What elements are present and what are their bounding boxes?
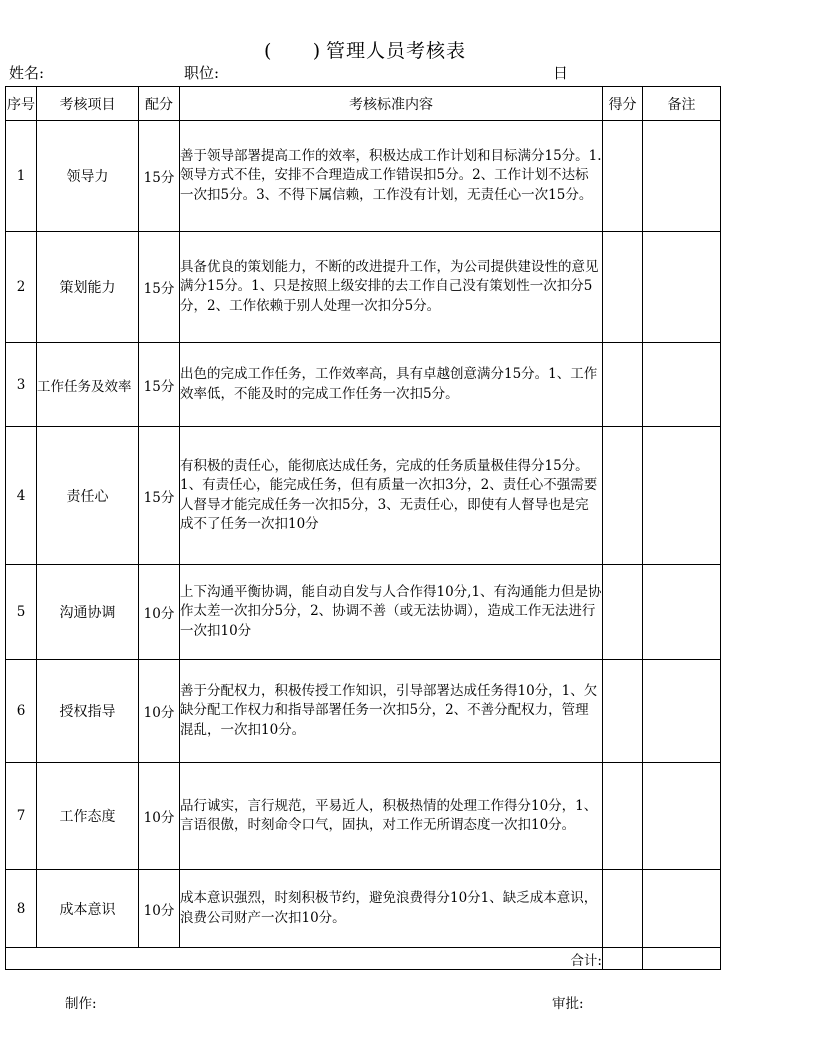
assessment-table (5, 86, 721, 970)
row-score: 15分 (139, 427, 180, 565)
row-points-cell[interactable] (603, 763, 643, 870)
total-points-cell[interactable] (603, 948, 643, 970)
row-criteria: 善于领导部署提高工作的效率，积极达成工作计划和目标满分15分。1.领导方式不佳，安排不合理造成工作错误扣5分。2、工作计划不达标一次扣5分。3、不得下属信赖，工作没有计划，无责任心一次15分。 (180, 121, 603, 232)
row-item: 成本意识 (37, 870, 139, 948)
row-points-cell[interactable] (603, 565, 643, 660)
row-no: 4 (6, 427, 37, 565)
made-by-label: 制作: (65, 996, 97, 1012)
row-criteria: 成本意识强烈，时刻积极节约，避免浪费得分10分1、缺乏成本意识，浪费公司财产一次扣10分。 (180, 870, 603, 948)
row-remarks-cell[interactable] (643, 343, 721, 427)
col-header-score: 配分 (139, 87, 180, 121)
table-row (6, 660, 721, 763)
col-header-points: 得分 (603, 87, 643, 121)
table-row (6, 232, 721, 343)
row-item: 策划能力 (37, 232, 139, 343)
row-no: 3 (6, 343, 37, 427)
row-score: 10分 (139, 660, 180, 763)
table-row (6, 565, 721, 660)
row-remarks-cell[interactable] (643, 763, 721, 870)
row-score: 15分 (139, 343, 180, 427)
page-title (0, 36, 730, 63)
total-remarks-cell[interactable] (643, 948, 721, 970)
row-remarks-cell[interactable] (643, 121, 721, 232)
table-header-row (6, 87, 721, 121)
row-no: 2 (6, 232, 37, 343)
row-points-cell[interactable] (603, 870, 643, 948)
row-remarks-cell[interactable] (643, 660, 721, 763)
row-item: 工作态度 (37, 763, 139, 870)
row-remarks-cell[interactable] (643, 427, 721, 565)
title-open-paren: ( (263, 40, 273, 62)
row-item: 授权指导 (37, 660, 139, 763)
total-label: 合计: (6, 948, 603, 970)
approved-by-label: 审批: (552, 996, 584, 1012)
row-no: 6 (6, 660, 37, 763)
col-header-no: 序号 (6, 87, 37, 121)
row-points-cell[interactable] (603, 427, 643, 565)
table-row (6, 343, 721, 427)
row-criteria: 品行诚实，言行规范，平易近人，积极热情的处理工作得分10分，1、言语很傲，时刻命令口气，固执，对工作无所谓态度一次扣10分。 (180, 763, 603, 870)
row-criteria: 善于分配权力，积极传授工作知识，引导部署达成任务得10分，1、欠缺分配工作权力和指导部署任务一次扣5分，2、不善分配权力，管理混乱，一次扣10分。 (180, 660, 603, 763)
date-label: 日 (553, 64, 569, 82)
title-close-paren: ) (312, 40, 322, 62)
table-row (6, 870, 721, 948)
table-row (6, 763, 721, 870)
row-item: 责任心 (37, 427, 139, 565)
row-score: 15分 (139, 232, 180, 343)
col-header-item: 考核项目 (37, 87, 139, 121)
row-score: 10分 (139, 870, 180, 948)
row-criteria: 具备优良的策划能力，不断的改进提升工作，为公司提供建设性的意见满分15分。1、只是按照上级安排的去工作自己没有策划性一次扣分5分，2、工作依赖于别人处理一次扣分5分。 (180, 232, 603, 343)
row-points-cell[interactable] (603, 660, 643, 763)
position-label: 职位: (184, 64, 220, 82)
row-points-cell[interactable] (603, 232, 643, 343)
row-points-cell[interactable] (603, 343, 643, 427)
row-item: 沟通协调 (37, 565, 139, 660)
row-no: 5 (6, 565, 37, 660)
row-criteria: 出色的完成工作任务，工作效率高，具有卓越创意满分15分。1、工作效率低，不能及时的完成工作任务一次扣5分。 (180, 343, 603, 427)
row-score: 10分 (139, 763, 180, 870)
row-item: 工作任务及效率 (37, 343, 139, 427)
total-row (6, 948, 721, 970)
table-row (6, 427, 721, 565)
title-text: 管理人员考核表 (325, 40, 466, 62)
col-header-remarks: 备注 (643, 87, 721, 121)
row-no: 7 (6, 763, 37, 870)
row-item: 领导力 (37, 121, 139, 232)
row-points-cell[interactable] (603, 121, 643, 232)
col-header-criteria: 考核标准内容 (180, 87, 603, 121)
row-no: 1 (6, 121, 37, 232)
row-criteria: 上下沟通平衡协调，能自动自发与人合作得10分,1、有沟通能力但是协作太差一次扣分5分，2、协调不善（或无法协调），造成工作无法进行一次扣10分 (180, 565, 603, 660)
row-remarks-cell[interactable] (643, 565, 721, 660)
row-remarks-cell[interactable] (643, 232, 721, 343)
row-score: 15分 (139, 121, 180, 232)
name-label: 姓名: (9, 64, 45, 82)
table-row (6, 121, 721, 232)
row-score: 10分 (139, 565, 180, 660)
row-remarks-cell[interactable] (643, 870, 721, 948)
row-criteria: 有积极的责任心，能彻底达成任务，完成的任务质量极佳得分15分。1、有责任心，能完成任务，但有质量一次扣3分，2、责任心不强需要人督导才能完成任务一次扣5分，3、无责任心，即使有人督导也是完成不了任务一次扣10分 (180, 427, 603, 565)
row-no: 8 (6, 870, 37, 948)
